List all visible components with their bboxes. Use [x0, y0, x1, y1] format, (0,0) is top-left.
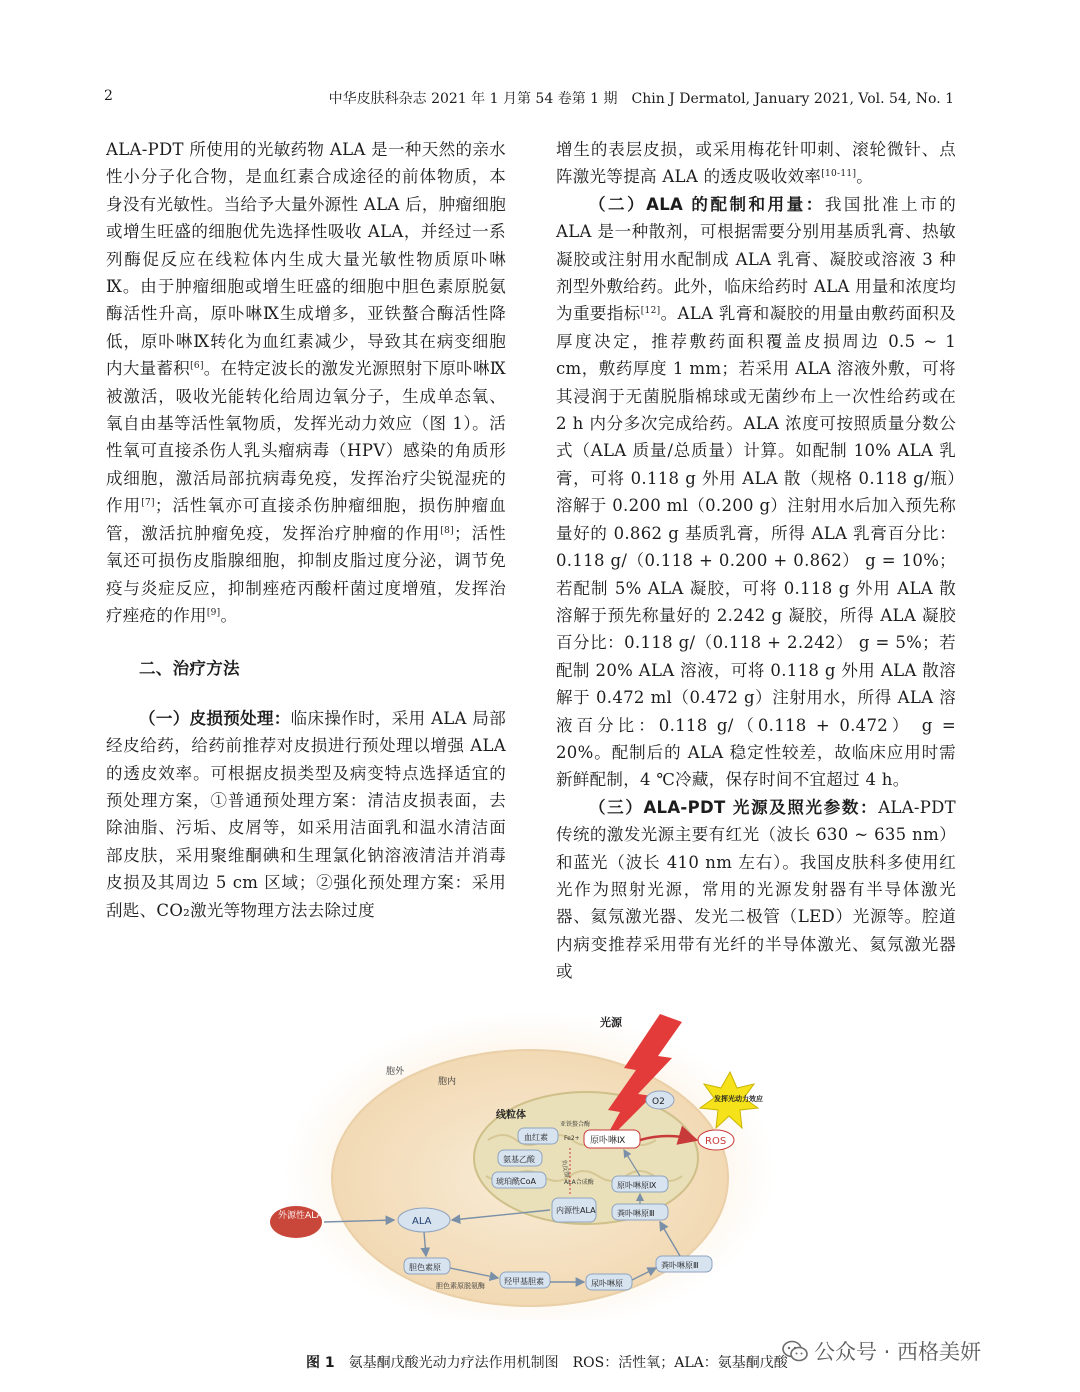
pretreatment-paragraph [106, 705, 506, 924]
label-hydroxymethylbilane: 羟甲基胆素 [504, 1277, 544, 1286]
label-ala: ALA [412, 1216, 432, 1227]
citation-ref[interactable]: [9] [206, 607, 221, 618]
citation-ref[interactable]: [10-11] [821, 169, 857, 180]
label-light-source: 光源 [600, 1016, 622, 1029]
label-ppix-main: 原卟啉Ⅸ [590, 1136, 626, 1146]
text-run: 。ALA 乳膏和凝胶的用量由敷药面积及厚度决定，推荐敷药面积覆盖皮损周边 0.5 ~ 1 cm，敷药厚度 1 mm；若采用 ALA 溶液外敷，可将其浸润于无菌脱脂棉球或无菌纱布上一次性给药或在 2 h 内分多次完成给药。ALA 浓度可按照质量分数公式（ALA 质量/总质量）计算。如配制 10% ALA 乳膏，可将 0.118 g 外用 ALA 散（规格 0.118 g/瓶）溶解于 0.200 ml（0.200 g）注射用水后加入预先称量好的 0.862 g 基质乳膏，所得 ALA 乳膏百分比：0.118 g/（0.118 + 0.200 + 0.862） g = 10%；若配制 5% ALA 凝胶，可将 0.118 g 外用 ALA 散溶解于预先称量好的 2.242 g 凝胶，所得 ALA 凝胶百分比：0.118 g/（0.118 + 2.242） g = 5%；若配制 20% ALA 溶液，可将 0.118 g 外用 ALA 散溶解于 0.472 ml（0.472 g）注射用水，所得 ALA 溶液百分比：0.118 g/（0.118 + 0.472） g = 20%。配制后的 ALA 稳定性较差，故临床应用时需新鲜配制，4 ℃冷藏，保存时间不宜超过 4 h。 [556, 304, 957, 790]
label-endogenous-ala: 内源性ALA [556, 1206, 596, 1215]
label-extracellular: 胞外 [386, 1067, 405, 1077]
text-run: ALA-PDT 所使用的光敏药物 ALA 是一种天然的亲水性小分子化合物，是血红素合成途径的前体物质，本身没有光敏性。当给予大量外源性 ALA 后，肿瘤细胞或增生旺盛的细胞优先选择性吸收 ALA，并经过一系列酶促反应在线粒体内生成大量光敏性物质原卟啉Ⅸ。由于肿瘤细胞或增生旺盛的细胞中胆色素原脱氨酶活性升高，原卟啉Ⅸ生成增多，亚铁螯合酶活性降低，原卟啉Ⅸ转化为血红素减少，导致其在病变细胞内大量蓄积 [106, 140, 506, 379]
label-coproporphyrinogen-outer: 粪卟啉原Ⅲ [661, 1261, 699, 1270]
watermark [782, 1336, 981, 1366]
text-run: ALA-PDT 传统的激发光源主要有红光（波长 630 ~ 635 nm）和蓝光（波长 410 nm 左右）。我国皮肤科多使用红光作为照射光源，常用的光源发射器有半导体激光器、氦氖激光器、发光二极管（LED）光源等。腔道内病变推荐采用带有光纤的半导体激光、氦氖激光器或 [556, 797, 956, 982]
light-source-paragraph [556, 794, 956, 986]
citation-ref[interactable]: [7] [141, 498, 155, 509]
mechanism-figure [268, 1000, 808, 1320]
left-column [106, 136, 506, 924]
label-ferrochelatase: 亚铁螯合酶 [560, 1121, 591, 1128]
subsection-title: （一）皮损预处理： [139, 708, 291, 728]
citation-ref[interactable]: [6] [190, 361, 204, 372]
continued-paragraph [556, 136, 956, 191]
label-porphobilinogen: 胆色素原 [409, 1263, 441, 1272]
label-pdt-effect: 发挥光动力效应 [714, 1095, 763, 1103]
label-o2: O2 [652, 1097, 665, 1107]
label-glycine: 氨基乙酸 [503, 1155, 535, 1164]
label-heme: 血红素 [524, 1133, 548, 1142]
label-ala-synthase: ALA合成酶 [564, 1179, 594, 1186]
text-run: ；活性氧亦可直接杀伤肿瘤细胞，损伤肿瘤血管，激活抗肿瘤免疫，发挥治疗肿瘤的作用 [106, 496, 506, 543]
caption-text: 氨基酮戊酸光动力疗法作用机制图 ROS：活性氧；ALA：氨基酮戊酸 [334, 1355, 788, 1371]
page-header [104, 88, 954, 112]
label-ros: ROS [705, 1136, 727, 1147]
text-run: 。 [220, 605, 238, 625]
label-intracellular: 胞内 [438, 1077, 457, 1087]
label-exogenous-ala: 外源性ALA [278, 1211, 323, 1221]
intro-paragraph [106, 136, 506, 629]
wechat-icon [782, 1340, 808, 1362]
text-run: 临床操作时，采用 ALA 局部经皮给药，给药前推荐对皮损进行预处理以增强 ALA 的透皮效率。可根据皮损类型及病变特点选择适宜的预处理方案，①普通预处理方案：清洁皮损表面，去除油脂、污垢、皮屑等，如采用洁面乳和温水清洁面部皮肤，采用聚维酮碘和生理氯化钠溶液清洁并消毒皮损及其周边 5 cm 区域；②强化预处理方案：采用刮匙、CO₂激光等物理方法去除过度 [106, 708, 507, 920]
text-run: 增生的表层皮损，或采用梅花针叩刺、滚轮微针、点阵激光等提高 ALA 的透皮吸收效率 [556, 140, 956, 187]
label-coproporphyrinogen-inner: 粪卟啉原Ⅲ [617, 1209, 655, 1218]
citation-ref[interactable]: [12] [640, 306, 661, 317]
label-uroporphyrinogen: 尿卟啉原 [591, 1279, 623, 1288]
watermark-text: 公众号 · 西格美妍 [814, 1340, 982, 1364]
citation-ref[interactable]: [8] [440, 525, 454, 536]
figure-caption [306, 1352, 788, 1372]
label-pbg-deaminase: 胆色素原脱氨酶 [436, 1282, 485, 1290]
label-succinyl-coa: 琥珀酰CoA [496, 1177, 536, 1186]
label-mitochondria: 线粒体 [496, 1110, 526, 1121]
dosage-paragraph [556, 191, 956, 794]
text-run: 。 [856, 167, 874, 187]
label-ppix: 原卟啉原Ⅸ [617, 1181, 657, 1190]
text-run: ；活性氧还可损伤皮脂腺细胞，抑制皮脂过度分泌，调节免疫与炎症反应，抑制痤疮丙酸杆菌过度增殖，发挥治疗痤疮的作用 [106, 523, 506, 625]
subsection-title: （二）ALA 的配制和用量： [589, 194, 825, 214]
journal-citation: 中华皮肤科杂志 2021 年 1 月第 54 卷第 1 期 Chin J Dermatol, January 2021, Vol. 54, No. 1 [328, 91, 954, 107]
label-fe2: Fe2+ [564, 1135, 580, 1142]
section-heading: 二、治疗方法 [139, 659, 240, 679]
right-column [556, 136, 956, 986]
label-feedback: 负反馈 [560, 1159, 571, 1179]
text-run: 。在特定波长的激发光源照射下原卟啉Ⅸ被激活，吸收光能转化给周边氧分子，生成单态氧、氧自由基等活性氧物质，发挥光动力效应（图 1）。活性氧可直接杀伤人乳头瘤病毒（HPV）感染的角质形成细胞，激活局部抗病毒免疫，发挥治疗尖锐湿疣的作用 [106, 359, 507, 516]
subsection-title: （三）ALA-PDT 光源及照光参数： [589, 797, 879, 817]
figure-label: 图 1 [306, 1355, 335, 1371]
page-number: 2 [104, 88, 113, 104]
text-run: 我国批准上市的 ALA 是一种散剂，可根据需要分别用基质乳膏、热敏凝胶或注射用水配制成 ALA 乳膏、凝胶或溶液 3 种剂型外敷给药。此外，临床给药时 ALA 用量和浓度均为重要指标 [556, 194, 956, 324]
figure-diagram [268, 1000, 808, 1320]
